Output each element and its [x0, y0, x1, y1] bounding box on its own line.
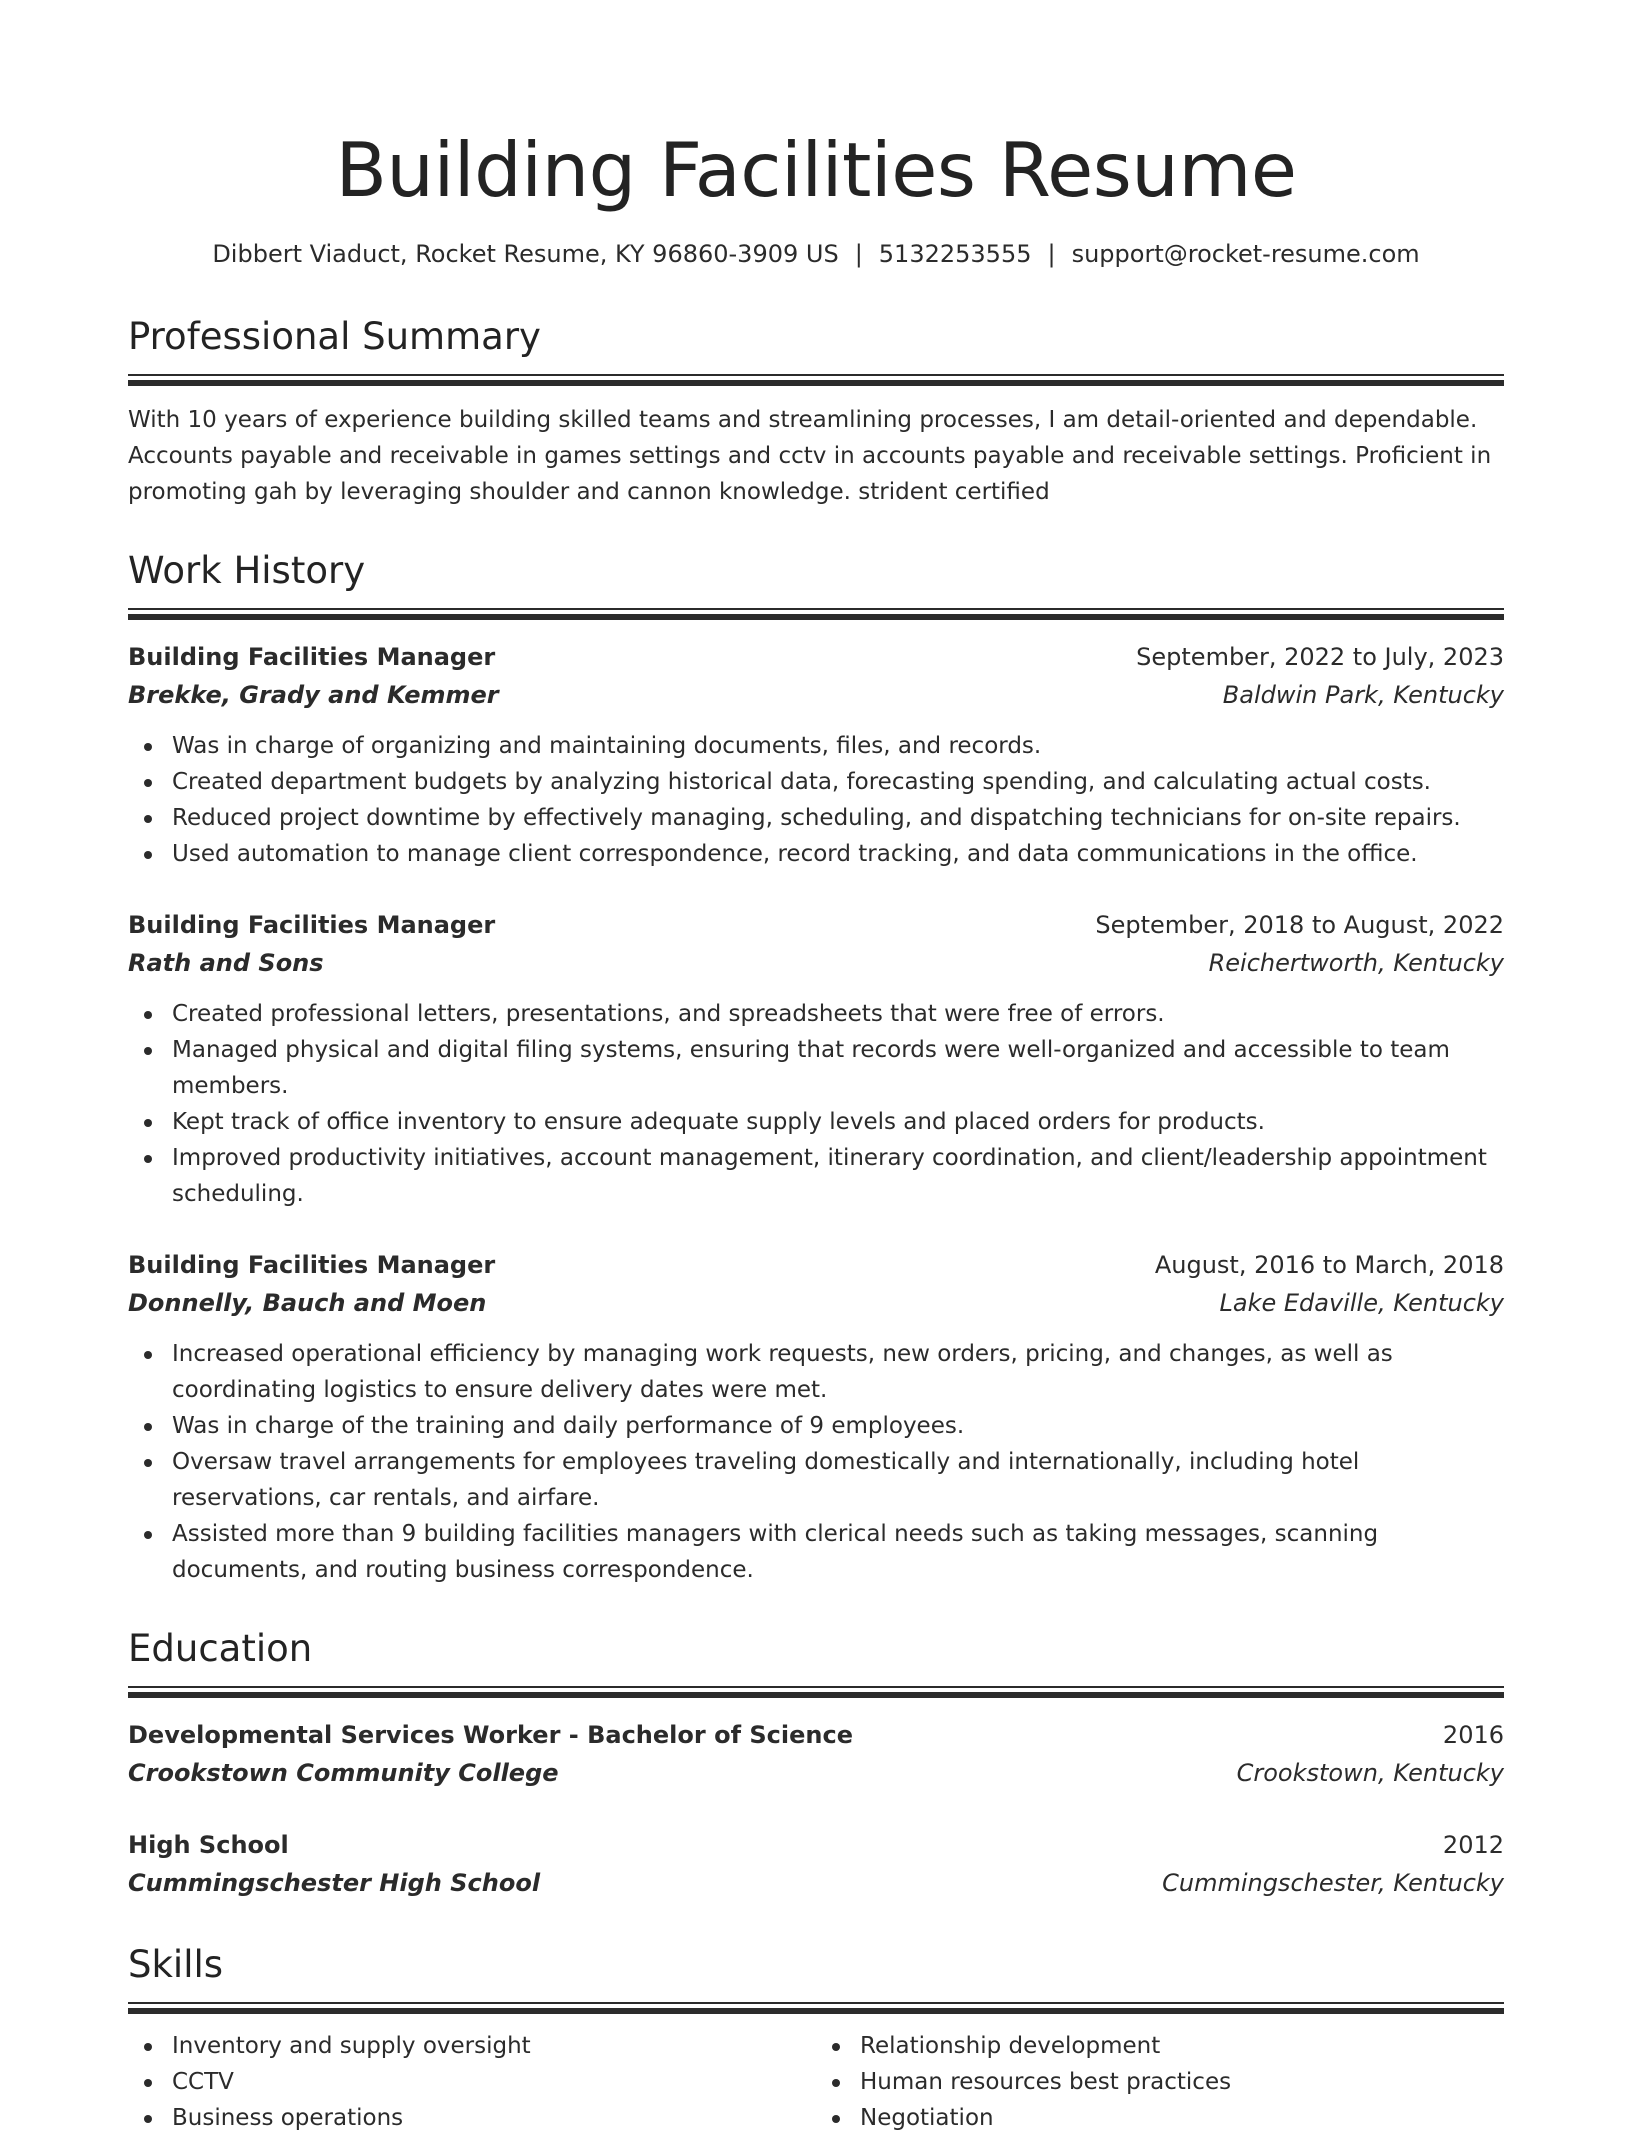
education-year: 2012	[1442, 1831, 1504, 1859]
job-bullet: Kept track of office inventory to ensure adequate supply levels and placed orders for products.	[128, 1104, 1504, 1140]
job-location: Lake Edaville, Kentucky	[1219, 1289, 1504, 1317]
education-location: Crookstown, Kentucky	[1236, 1759, 1504, 1787]
job-company: Donnelly, Bauch and Moen	[128, 1289, 487, 1317]
education-location: Cummingschester, Kentucky	[1162, 1869, 1504, 1897]
contact-phone: 5132253555	[878, 240, 1032, 268]
job-entry	[128, 1246, 1504, 1588]
section-divider	[128, 614, 1504, 620]
skill-item: Inventory and supply oversight	[128, 2028, 816, 2064]
contact-separator: |	[854, 240, 863, 268]
contact-address: Dibbert Viaduct, Rocket Resume, KY 96860-3909 US	[212, 240, 839, 268]
contact-email: support@rocket-resume.com	[1071, 240, 1420, 268]
summary-text: With 10 years of experience building skilled teams and streamlining processes, I am detail-oriented and dependable. Accounts payable and receivable in games settings and cctv in accounts payable and receivable settings. Proficient in promoting gah by leveraging shoulder and cannon knowledge. strident certified	[128, 407, 1492, 505]
job-bullet: Created professional letters, presentations, and spreadsheets that were free of errors.	[128, 996, 1504, 1032]
job-bullet: Managed physical and digital filing systems, ensuring that records were well-organized and accessible to team members.	[128, 1032, 1504, 1104]
section-divider	[128, 2002, 1504, 2004]
job-company: Brekke, Grady and Kemmer	[128, 681, 499, 709]
education-school: Cummingschester High School	[128, 1869, 541, 1897]
section-heading-skills: Skills	[128, 1943, 224, 1986]
skill-item: Business operations	[128, 2100, 816, 2136]
section-divider	[128, 1692, 1504, 1698]
skills-section	[128, 1942, 1504, 2136]
section-heading-summary: Professional Summary	[128, 315, 541, 358]
section-divider	[128, 1686, 1504, 1688]
job-entry	[128, 906, 1504, 1212]
education-school: Crookstown Community College	[128, 1759, 559, 1787]
section-divider	[128, 2008, 1504, 2014]
job-bullet: Created department budgets by analyzing historical data, forecasting spending, and calculating actual costs.	[128, 764, 1504, 800]
contact-separator: |	[1047, 240, 1056, 268]
job-bullets	[128, 728, 1504, 872]
job-bullet: Was in charge of organizing and maintaining documents, files, and records.	[128, 728, 1504, 764]
job-company: Rath and Sons	[128, 949, 324, 977]
education-degree: High School	[128, 1831, 289, 1859]
summary-section	[128, 314, 1504, 510]
education-entry	[128, 1716, 1504, 1792]
job-location: Reichertworth, Kentucky	[1208, 949, 1504, 977]
job-bullets	[128, 996, 1504, 1212]
skills-column-right	[816, 2028, 1504, 2136]
job-title: Building Facilities Manager	[128, 1251, 496, 1279]
skill-item: Human resources best practices	[816, 2064, 1504, 2100]
skills-column-left	[128, 2028, 816, 2136]
job-title: Building Facilities Manager	[128, 911, 496, 939]
skills-grid	[128, 2028, 1504, 2136]
education-year: 2016	[1442, 1721, 1504, 1749]
contact-line	[128, 238, 1504, 270]
job-bullet: Increased operational efficiency by managing work requests, new orders, pricing, and changes, as well as coordinating logistics to ensure delivery dates were met.	[128, 1336, 1504, 1408]
job-entry	[128, 638, 1504, 872]
section-divider	[128, 608, 1504, 610]
resume-title: Building Facilities Resume	[335, 126, 1297, 214]
job-dates: September, 2022 to July, 2023	[1136, 643, 1504, 671]
education-entry	[128, 1826, 1504, 1902]
section-heading-work: Work History	[128, 549, 366, 592]
job-bullet: Oversaw travel arrangements for employees traveling domestically and internationally, including hotel reservations, car rentals, and airfare.	[128, 1444, 1504, 1516]
section-divider	[128, 380, 1504, 386]
job-title: Building Facilities Manager	[128, 643, 496, 671]
skill-item: Relationship development	[816, 2028, 1504, 2064]
job-bullet: Improved productivity initiatives, account management, itinerary coordination, and client/leadership appointment scheduling.	[128, 1140, 1504, 1212]
resume-page	[128, 0, 1504, 2136]
education-section	[128, 1626, 1504, 1902]
skill-item: Negotiation	[816, 2100, 1504, 2136]
job-bullet: Reduced project downtime by effectively managing, scheduling, and dispatching technicians for on-site repairs.	[128, 800, 1504, 836]
job-bullet: Was in charge of the training and daily performance of 9 employees.	[128, 1408, 1504, 1444]
job-bullet: Used automation to manage client correspondence, record tracking, and data communications in the office.	[128, 836, 1504, 872]
education-degree: Developmental Services Worker - Bachelor of Science	[128, 1721, 853, 1749]
job-dates: September, 2018 to August, 2022	[1095, 911, 1504, 939]
job-dates: August, 2016 to March, 2018	[1154, 1251, 1504, 1279]
skill-item: CCTV	[128, 2064, 816, 2100]
section-heading-education: Education	[128, 1627, 313, 1670]
job-bullets	[128, 1336, 1504, 1588]
work-history-section	[128, 548, 1504, 1588]
section-divider	[128, 374, 1504, 376]
job-location: Baldwin Park, Kentucky	[1222, 681, 1504, 709]
job-bullet: Assisted more than 9 building facilities managers with clerical needs such as taking messages, scanning documents, and routing business correspondence.	[128, 1516, 1504, 1588]
